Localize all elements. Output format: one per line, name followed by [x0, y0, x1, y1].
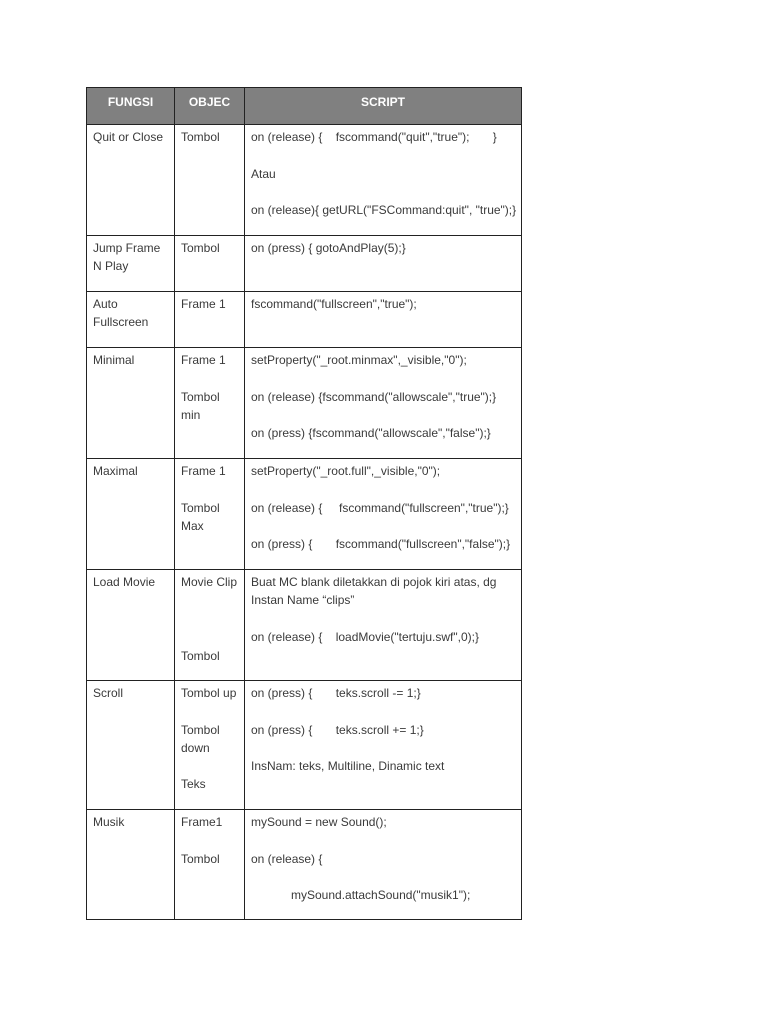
cell-line: Frame 1 — [181, 297, 226, 311]
cell-spacer — [181, 831, 238, 850]
cell-spacer — [181, 591, 238, 610]
cell-line: on (release) { loadMovie("tertuju.swf",0);} — [251, 629, 479, 644]
cell-objec — [175, 292, 245, 348]
cell-spacer — [181, 610, 238, 629]
cell-objec — [175, 125, 245, 236]
cell-fungsi — [87, 681, 175, 810]
cell-spacer — [251, 517, 515, 536]
cell-objec — [175, 236, 245, 292]
table-row — [87, 292, 522, 348]
cell-fungsi — [87, 348, 175, 459]
cell-objec — [175, 570, 245, 681]
cell-line: Maximal — [93, 464, 138, 478]
table-row — [87, 125, 522, 236]
cell-line: Tombol — [181, 389, 220, 404]
table-row — [87, 570, 522, 681]
cell-line: on (press) {fscommand("allowscale","false");} — [251, 426, 491, 440]
cell-line: down — [181, 740, 210, 755]
cell-line: on (release) { fscommand("fullscreen","true");} — [251, 500, 509, 515]
cell-line: Frame 1 — [181, 464, 226, 478]
cell-script — [245, 348, 522, 459]
cell-spacer — [181, 757, 238, 776]
cell-objec — [175, 681, 245, 810]
script-table — [86, 87, 522, 920]
table-row — [87, 236, 522, 292]
cell-line: Frame 1 — [181, 353, 226, 367]
cell-fungsi — [87, 236, 175, 292]
cell-line: InsNam: teks, Multiline, Dinamic text — [251, 759, 445, 773]
cell-line: Frame1 — [181, 815, 223, 829]
cell-fungsi — [87, 459, 175, 570]
cell-line: Max — [181, 518, 204, 533]
cell-line: Tombol — [181, 130, 220, 144]
cell-line: Tombol up — [181, 686, 237, 700]
cell-line: Auto — [93, 297, 118, 311]
cell-line: Load Movie — [93, 575, 156, 589]
cell-line: on (release) { fscommand("quit","true"); } — [251, 130, 497, 144]
cell-spacer — [251, 868, 515, 887]
cell-line: on (release){ getURL("FSCommand:quit", "true");} — [251, 203, 517, 217]
cell-spacer — [251, 406, 515, 425]
cell-line: N Play — [93, 259, 129, 273]
cell-line: Teks — [181, 777, 206, 791]
cell-objec — [175, 459, 245, 570]
cell-spacer — [251, 739, 515, 758]
cell-line: on (press) { gotoAndPlay(5);} — [251, 241, 406, 255]
table-row — [87, 348, 522, 459]
cell-spacer — [251, 480, 515, 499]
cell-fungsi — [87, 125, 175, 236]
cell-line: on (press) { teks.scroll -= 1;} — [251, 686, 421, 700]
cell-script — [245, 292, 522, 348]
cell-line: setProperty("_root.full",_visible,"0"); — [251, 464, 441, 478]
cell-line: Instan Name “clips” — [251, 593, 355, 607]
cell-line: on (press) { fscommand("fullscreen","false");} — [251, 537, 511, 551]
cell-line: fscommand("fullscreen","true"); — [251, 297, 417, 311]
cell-line: setProperty("_root.minmax",_visible,"0"); — [251, 353, 467, 367]
header-fungsi: FUNGSI — [87, 88, 175, 125]
header-objec: OBJEC — [175, 88, 245, 125]
cell-script — [245, 236, 522, 292]
cell-spacer — [251, 831, 515, 850]
cell-line: mySound = new Sound(); — [251, 815, 387, 829]
cell-spacer — [181, 369, 238, 388]
cell-script — [245, 810, 522, 920]
cell-spacer — [251, 183, 515, 202]
cell-line: Fullscreen — [93, 315, 149, 329]
cell-line: Movie Clip — [181, 575, 238, 589]
cell-fungsi — [87, 570, 175, 681]
cell-line: Tombol — [181, 722, 220, 737]
cell-line: mySound.attachSound("musik1"); — [251, 888, 471, 902]
cell-line: on (release) {fscommand("allowscale","true");} — [251, 389, 497, 404]
cell-line: Tombol — [181, 648, 220, 663]
cell-fungsi — [87, 810, 175, 920]
cell-line: min — [181, 407, 201, 422]
cell-spacer — [251, 702, 515, 721]
table-row — [87, 681, 522, 810]
cell-spacer — [251, 146, 515, 165]
cell-spacer — [181, 702, 238, 721]
cell-line: Atau — [251, 166, 276, 181]
table-row — [87, 810, 522, 920]
cell-script — [245, 681, 522, 810]
cell-line: on (press) { teks.scroll += 1;} — [251, 722, 424, 737]
cell-line: Tombol — [181, 241, 220, 255]
cell-line: Tombol — [181, 500, 220, 515]
cell-script — [245, 459, 522, 570]
header-script: SCRIPT — [245, 88, 522, 125]
cell-spacer — [181, 480, 238, 499]
cell-line: Minimal — [93, 353, 135, 367]
cell-line: Tombol — [181, 851, 220, 866]
table-body — [87, 125, 522, 920]
cell-line: Buat MC blank diletakkan di pojok kiri atas, dg — [251, 575, 497, 589]
cell-fungsi — [87, 292, 175, 348]
cell-spacer — [251, 609, 515, 628]
cell-objec — [175, 348, 245, 459]
header-row — [87, 88, 522, 125]
cell-spacer — [181, 628, 238, 647]
cell-line: Quit or Close — [93, 130, 164, 144]
cell-line: Scroll — [93, 686, 124, 700]
cell-line: Musik — [93, 815, 125, 829]
cell-line: on (release) { — [251, 851, 323, 866]
table-row — [87, 459, 522, 570]
cell-spacer — [251, 369, 515, 388]
cell-objec — [175, 810, 245, 920]
cell-line: Jump Frame — [93, 241, 161, 255]
cell-script — [245, 125, 522, 236]
cell-script — [245, 570, 522, 681]
